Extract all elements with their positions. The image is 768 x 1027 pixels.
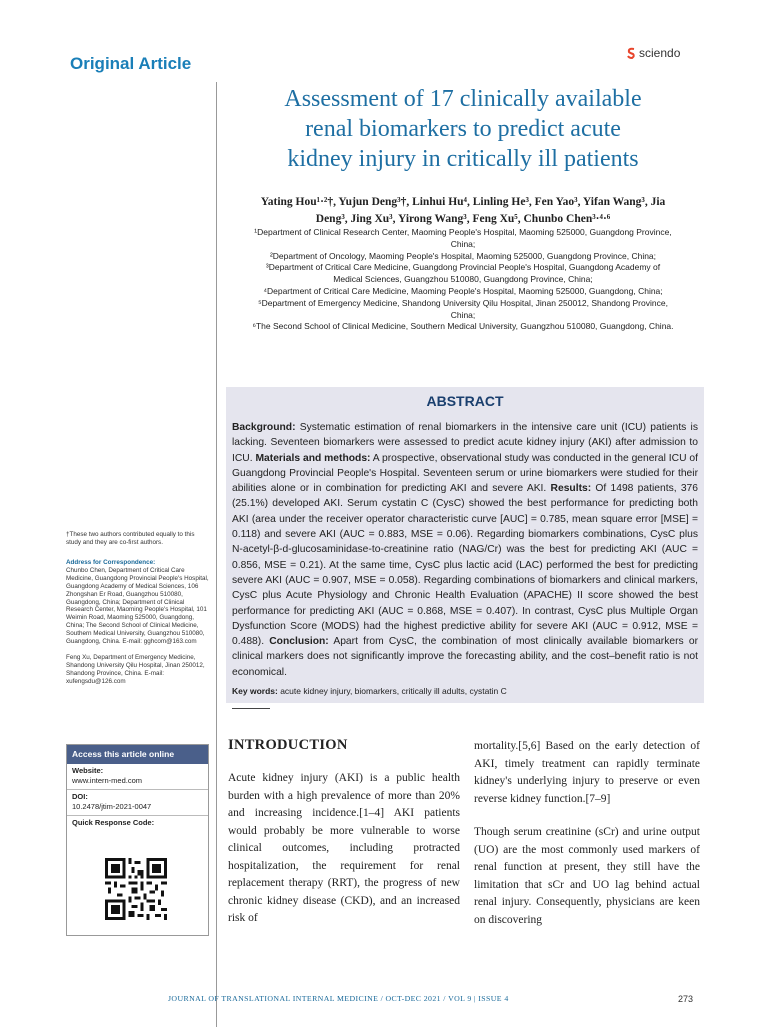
title-line: renal biomarkers to predict acute bbox=[305, 116, 621, 142]
qr-label: Quick Response Code: bbox=[72, 818, 155, 827]
correspondence-address-2: Feng Xu, Department of Emergency Medicine, Shandong University Qilu Hospital, Jinan 250012, Shandong Province, China. E-mail: xufengsdu@126.com bbox=[66, 653, 205, 685]
doi-label: DOI: bbox=[72, 792, 88, 801]
co-first-author-footnote: †These two authors contributed equally to this study and they are co-first authors. bbox=[66, 531, 195, 547]
introduction-heading: INTRODUCTION bbox=[228, 737, 348, 753]
affiliation-line: China; bbox=[450, 238, 476, 249]
correspondence-label: Address for Correspondence: bbox=[66, 559, 156, 566]
methods-text: A prospective, observational study was conducted in the general ICU of Guangdong Provincial People's Hospital. Seventeen serum or urine biomarkers were studied for their abilities alone or in combination for predicting AKI and severe AKI. bbox=[232, 452, 698, 495]
background-label: Background: bbox=[232, 422, 296, 433]
affiliation-line: ⁶The Second School of Clinical Medicine, Southern Medical University, Guangzhou 510080, Guangdong, China. bbox=[252, 321, 674, 332]
sciendo-logo-icon bbox=[627, 47, 636, 59]
publisher-logo[interactable] bbox=[627, 46, 680, 60]
keywords-rule bbox=[232, 708, 270, 709]
doi-row bbox=[67, 790, 208, 816]
conclusion-text: Apart from CysC, the combination of most clinically available biomarkers or clinical markers does not significantly improve the forecasting ability, and the cost–benefit ratio is not economical. bbox=[232, 636, 699, 678]
keywords-text: acute kidney injury, biomarkers, critically ill adults, cystatin C bbox=[277, 686, 507, 696]
body-column-left: Acute kidney injury (AKI) is a public health burden with a high prevalence of more than 20% and increasing incidence.[1–4] AKI patients would probably be more vulnerable to worse clinical outcomes, including protracted hospitalization, the requirement for renal replacement therapy (RRT), the progress of new chronic kidney disease (CKD), and an increased risk of bbox=[228, 772, 460, 924]
article-type-label: Original Article bbox=[70, 54, 192, 73]
author-list bbox=[228, 194, 698, 228]
qr-code-icon[interactable] bbox=[105, 858, 167, 920]
affiliation-line: ⁵Department of Emergency Medicine, Shandong University Qilu Hospital, Jinan 250012, Shandong Province, bbox=[258, 297, 668, 308]
column-divider bbox=[216, 82, 217, 1027]
authors-line: Yating Hou¹·²†, Yujun Deng³†, Linhui Hu⁴, Linling He³, Fen Yao³, Yifan Wang³, Jia bbox=[260, 196, 666, 208]
body-column-right bbox=[474, 738, 700, 929]
abstract-heading: ABSTRACT bbox=[426, 393, 504, 409]
affiliation-line: ²Department of Oncology, Maoming People's Hospital, Maoming 525000, Guangdong Province, China; bbox=[269, 250, 657, 261]
keywords bbox=[232, 686, 507, 696]
journal-footer: JOURNAL OF TRANSLATIONAL INTERNAL MEDICINE / OCT-DEC 2021 / VOL 9 | ISSUE 4 bbox=[168, 994, 509, 1003]
authors-line: Deng³, Jing Xu³, Yirong Wang³, Feng Xu⁵, Chunbo Chen³·⁴·⁶ bbox=[315, 213, 611, 225]
abstract-box bbox=[226, 387, 704, 703]
article-title bbox=[228, 84, 698, 174]
website-link[interactable]: www.intern-med.com bbox=[72, 776, 143, 785]
paragraph: Though serum creatinine (sCr) and urine output (UO) are the most commonly used markers of renal function at present, they still have the limitation that sCr and UO lag behind actual renal injury. Consequently, physicians are keen on discovering bbox=[474, 826, 700, 926]
website-label: Website: bbox=[72, 766, 104, 775]
title-line: kidney injury in critically ill patients bbox=[287, 146, 639, 172]
methods-label: Materials and methods: bbox=[255, 452, 371, 464]
doi-link[interactable]: 10.2478/jtim-2021-0047 bbox=[72, 802, 152, 811]
qr-row bbox=[67, 816, 208, 832]
access-heading: Access this article online bbox=[67, 745, 208, 764]
affiliation-line: ³Department of Critical Care Medicine, Guangdong Provincial People's Hospital, Guangdong Academy of bbox=[265, 262, 661, 273]
keywords-label: Key words: bbox=[232, 686, 278, 696]
background-text: Systematic estimation of renal biomarkers in the intensive care unit (ICU) patients is lacking. Seventeen biomarkers were assessed to predict acute kidney injury (AKI) after admission to ICU. bbox=[232, 422, 698, 464]
website-row bbox=[67, 764, 208, 790]
affiliations bbox=[228, 227, 698, 333]
results-label: Results: bbox=[550, 483, 592, 495]
correspondence-block bbox=[66, 559, 210, 686]
conclusion-label: Conclusion: bbox=[269, 636, 329, 648]
title-line: Assessment of 17 clinically available bbox=[284, 86, 642, 112]
abstract-text bbox=[232, 420, 698, 680]
results-text: Of 1498 patients, 376 (25.1%) developed AKI. Serum cystatin C (CysC) showed the best performance for predicting both AKI (area under the receiver operator characteristic curve [AUC] = 0.785, mean square error [MSE] = 0.118) and severe AKI (AUC = 0.883, MSE = 0.06). Regarding biomarkers combinations, CysC plus N-acetyl-β-d-glucosaminidase-to-creatinine ratio (NAG/Cr) was the best for predicting AKI (AUC = 0.856, MSE = 0.21). At the same time, CysC plus lactic acid (LAC) performed the best for predicting severe AKI (AUC = 0.907, MSE = 0.058). Regarding combinations of biomarkers and clinical markers, CysC plus Acute Physiology and Chronic Health Evaluation (APACHE) II score showed the best performance for predicting AKI (AUC = 0.868, MSE = 0.407). In contrast, CysC plus Multiple Organ Dysfunction Score (MODS) had the highest predictive ability for severe AKI (AUC = 0.912, MSE = 0.488). bbox=[232, 483, 698, 648]
affiliation-line: ⁴Department of Critical Care Medicine, Maoming People's Hospital, Maoming 525000, Guangdong, China; bbox=[263, 285, 663, 296]
publisher-name: sciendo bbox=[639, 46, 681, 60]
correspondence-address-1: Chunbo Chen, Department of Critical Care Medicine, Guangdong Provincial People's Hospital, Guangdong Academy of Medical Sciences, 106 Zhongshan Er Road, Guangzhou 510080, Guangdong, China; Department of Clinical Research Center, Maoming People's Hospital, 101 Weimin Road, Maoming 525000, Guangdong, China; The Second School of Clinical Medicine, Southern Medical University, Guangzhou 510080, Guangdong, China. E-mail: gghcom@163.com bbox=[66, 566, 209, 646]
affiliation-line: ¹Department of Clinical Research Center, Maoming People's Hospital, Maoming 525000, Guangdong Province, bbox=[254, 227, 672, 237]
affiliation-line: China; bbox=[450, 309, 476, 320]
access-online-box bbox=[66, 744, 209, 936]
paragraph: mortality.[5,6] Based on the early detection of AKI, timely treatment can rapidly terminate kidney's underlying injury to preserve or even reverse kidney function.[7–9] bbox=[474, 740, 700, 805]
page-number: 273 bbox=[678, 994, 694, 1004]
affiliation-line: Medical Sciences, Guangzhou 510080, Guangdong Province, China; bbox=[333, 274, 593, 285]
